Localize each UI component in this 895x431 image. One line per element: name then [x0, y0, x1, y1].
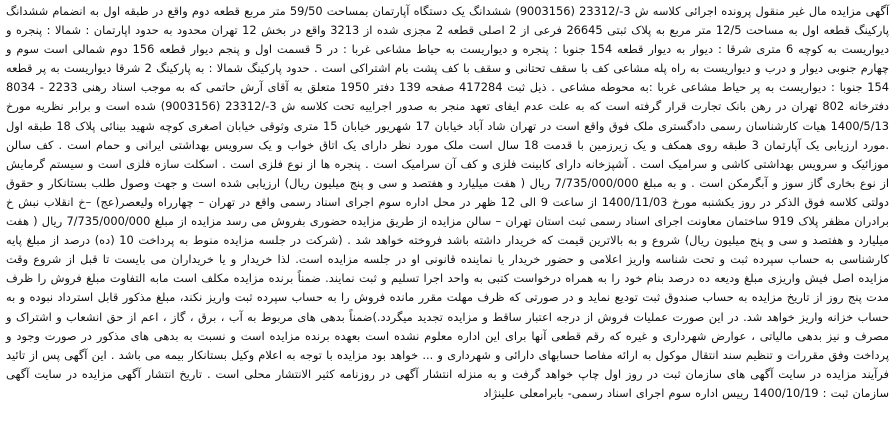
auction-notice [6, 2, 889, 403]
notice-text: آگهی مزایده مال غیر منقول پرونده اجرائی کلاسه ش 3-/23312 (9003156) ششدانگ یک دستگاه آپارتمان بمساحت 59/50 متر مربع قطعه دوم واقع در طبقه اول به انضمام ششدانگ پارکینگ قطعه اول به مساحت 12/5 متر مربع به پلاک ثبتی 26645 فرعی از 2 اصلی قطعه 2 مجزی شده از 3213 واقع در بخش 12 تهران محدود به حدود اپارتمان : شمالا : پنجره و دیواریست به کوچه 6 متری شرقا : دیوار به دیوار قطعه 154 جنوبا : پنجره و دیواریست به حیاط مشاعی غربا : در 5 قسمت اول و پنجم دیوار قطعه 156 دوم شمالی است سوم و چهارم جنوبی دیوار و درب و دیواریست به راه پله مشاعی کف با سقف تحتانی و سقف با کف پشت بام اشتراکی است . حدود پارکینگ شمالا : به پارکینگ 2 شرقا دیواریست به پر قطعه 154 جنوبا : دیواریست به پر حیاط مشاعی غربا :به محوطه مشاعی . ذیل ثبت 417284 صفحه 139 دفتر 1950 متعلق به آقای آرش حاتمی که به موجب اسناد رهنی 2233 - 8034 دفترخانه 802 تهران در رهن بانک تجارت قرار گرفته است که به علت عدم ایفای تعهد منجر به صدور اجراییه تحت کلاسه ش 3-/23312 (9003156) شده است و برابر نظریه مورخ 1400/5/13 هیات کارشناسان رسمی دادگستری ملک فوق واقع است در تهران شاد آباد خیابان 17 شهریور خیابان 15 متری وثوقی خیابان اصغری کوچه شهید بینائی پلاک 18 طبقه اول .مورد ارزیابی یک آپارتمان 3 طبقه روی همکف و یک زیرزمین با قدمت 18 سال است ملک مورد نظر دارای یک اتاق خواب و یک سرویس بهداشتی ایرانی و حمام است . کف سالن موزائیک و سرویس بهداشتی کاشی و سرامیک است . آشپزخانه دارای کابینت فلزی و کف آن سرامیک است . پنجره ها از نوع فلزی است . اسکلت سازه فلزی است و سیستم گرمایش از نوع بخاری گاز سوز و آبگرمکن است . و به مبلغ 7/735/000/000 ریال ( هفت میلیارد و هفتصد و سی و پنج میلیون ریال) ارزیابی شده است و جهت وصول طلب بستانکار و حقوق دولتی کلاسه فوق الذکر در روز یکشنبه مورخ 1400/11/03 از ساعت 9 الی 12 ظهر در محل اداره سوم اجرای اسناد رسمی واقع در تهران – چهارراه ولیعصر(عج) –خ انقلاب نبش خ برادران مظفر پلاک 919 ساختمان معاونت اجرای اسناد رسمی ثبت استان تهران – سالن مزایده از طریق مزایده حضوری بفروش می رسد مزایده از مبلغ 7/735/000/000 ریال ( هفت میلیارد و هفتصد و سی و پنج میلیون ریال) شروع و به بالاترین قیمت که خریدار داشته باشد فروخته خواهد شد . (شرکت در جلسه مزایده منوط به پرداخت 10 (ده) درصد از مبلغ پایه کارشناسی به حساب سپرده ثبت و تحت شناسه واریز اعلامی و حضور خریدار یا نماینده قانونی او در جلسه مزایده است. لذا خریدار و یا خریداران می بایست تا قبل از شروع وقت مزایده اصل فیش واریزی مبلغ ودیعه ده درصد بنام خود را به همراه درخواست کتبی به واحد اجرا تسلیم و ثبت نمایند. ضمناً برنده مزایده مکلف است مابه التفاوت مبلغ فروش را ظرف مدت پنج روز از تاریخ مزایده به حساب صندوق ثبت تودیع نماید و در صورتی که ظرف مهلت مقرر مانده فروش را به حساب سپرده ثبت واریز نکند، مبلغ مذکور قابل استرداد نبوده و به حساب خزانه واریز خواهد شد. در این صورت عملیات فروش از درجه اعتبار ساقط و مزایده تجدید میگردد.)ضمناً بدهی های مربوط به آب ، برق ، گاز ، اعم از حق انشعاب و اشتراک و مصرف و نیز بدهی مالیاتی ، عوارض شهرداری و غیره که رقم قطعی آنها برای این اداره معلوم نشده است بعهده برنده مزایده است و نسبت به بدهی های مذکور در صورت وجود و پرداخت وفق مقررات و تنظیم سند انتقال موکول به ارائه مفاصا حسابهای دارائی و شهرداری و ... خواهد بود مزایده با توجه به اعلام وکیل بستانکار بیمه می باشد . این آگهی پس از تائید فرآیند مزایده در سایت آگهی های سازمان ثبت در روز اول چاپ خواهد گرفت و به منزله انتشار آگهی در روزنامه کثیر الانتشار محلی است . تاریخ انتشار آگهی مزایده در سایت آگهی سازمان ثبت : 1400/10/19 رییس اداره سوم اجرای اسناد رسمی- بابرامعلی علینژاد [6, 4, 890, 400]
